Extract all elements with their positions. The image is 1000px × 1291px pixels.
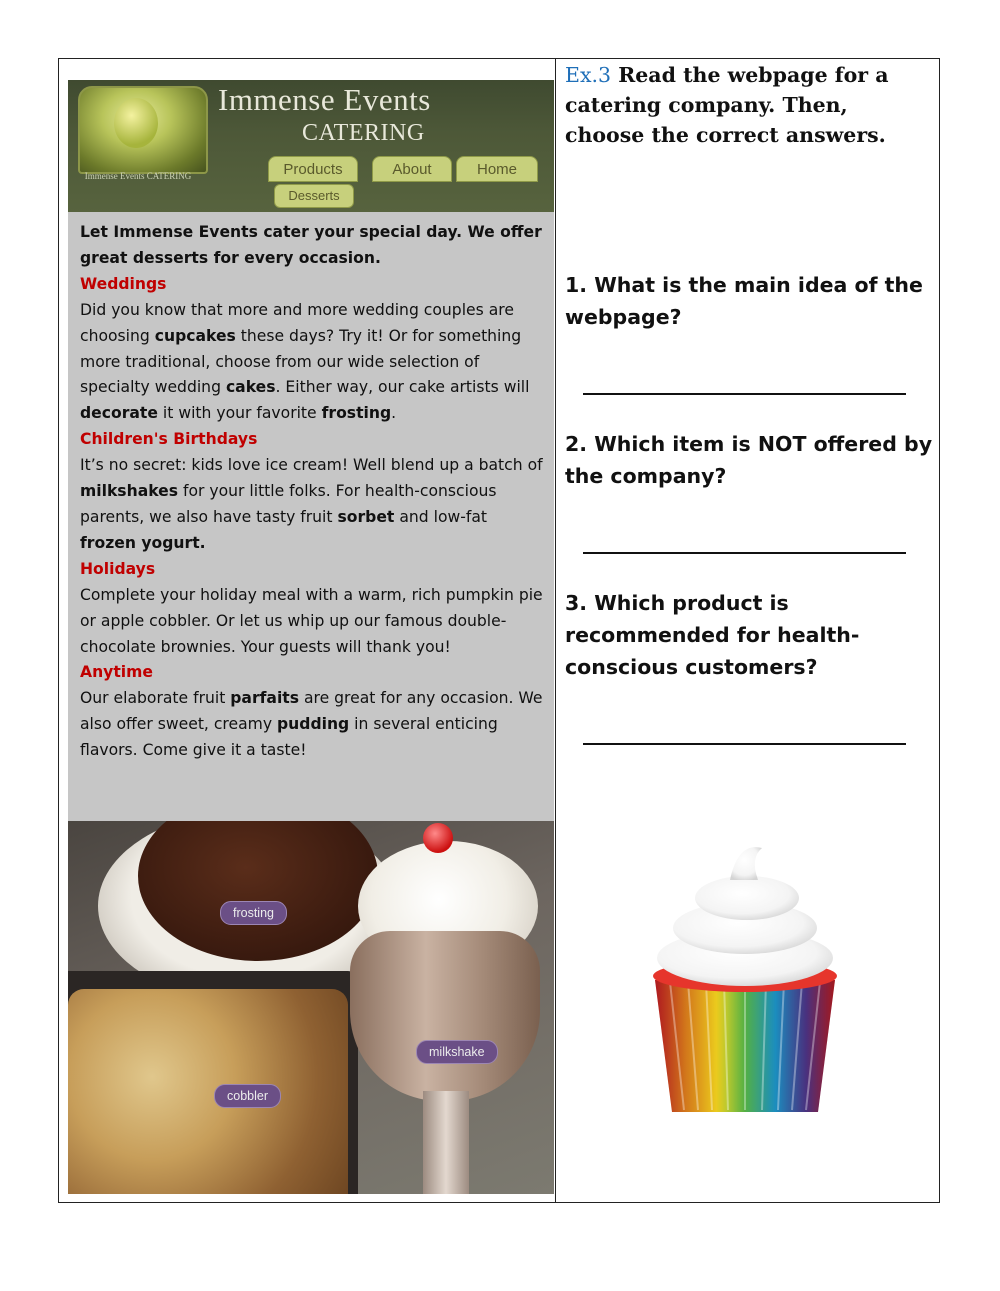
cobbler-shape (68, 989, 348, 1194)
answer-line-1[interactable] (583, 393, 906, 395)
milkshake-glass-shape (350, 931, 540, 1101)
keyword-milkshakes: milkshakes (80, 482, 179, 501)
holidays-text: Complete your holiday meal with a warm, rich pumpkin pie or apple cobbler. Or let us whip up our famous double-chocolate brownies. Your guests will thank you! (80, 585, 543, 656)
heading-holidays: Holidays (80, 559, 156, 578)
nav-tab-about[interactable]: About (372, 156, 452, 182)
rainbow-cupcake-image (650, 840, 840, 1120)
desserts-photo (68, 821, 554, 1194)
text-run: for your little folks. For health-conscious parents, we also have tasty fruit (80, 482, 497, 526)
heading-anytime: Anytime (80, 663, 153, 682)
keyword-pudding: pudding (277, 715, 350, 734)
keyword-cakes: cakes (225, 378, 276, 397)
text-run: . (391, 404, 397, 423)
keyword-frozen-yogurt: frozen yogurt. (80, 533, 206, 552)
anytime-text (80, 686, 544, 764)
logo-caption: Immense Events CATERING (84, 171, 192, 181)
label-frosting: frosting (220, 901, 287, 925)
weddings-text (80, 298, 544, 428)
brand-name: Immense Events (218, 82, 431, 117)
logo-image (78, 86, 208, 174)
column-divider (555, 58, 556, 1203)
frosting-upper (695, 876, 799, 920)
text-run: these days? Try it! Or for something more traditional, choose from our wide selection of specialty wedding (80, 326, 522, 397)
text-run: and low-fat (394, 507, 488, 526)
intro-text: Let Immense Events cater your special day. We offer great desserts for every occasion. (80, 223, 542, 267)
keyword-sorbet: sorbet (337, 507, 395, 526)
brand-subtitle: CATERING (302, 120, 425, 146)
nav-tab-products[interactable]: Products (268, 156, 358, 182)
heading-childrens-birthdays: Children's Birthdays (80, 430, 258, 449)
nav-subtab-desserts[interactable]: Desserts (274, 184, 354, 208)
text-run: Did you know that more and more wedding couples are choosing (80, 300, 514, 345)
keyword-decorate: decorate (80, 404, 158, 423)
text-run: It’s no secret: kids love ice cream! Well blend up a batch of (80, 456, 543, 475)
keyword-frosting: frosting (321, 404, 392, 423)
frosting-tip (730, 847, 762, 880)
question-1: 1. What is the main idea of the webpage? (565, 273, 923, 329)
answer-line-2[interactable] (583, 552, 906, 554)
text-run: it with your favorite (157, 404, 322, 423)
webpage-content (80, 220, 544, 764)
question-3: 3. Which product is recommended for health-conscious customers? (565, 591, 860, 679)
answer-line-3[interactable] (583, 743, 906, 745)
keyword-cupcakes: cupcakes (154, 326, 236, 345)
cherry-shape (423, 823, 453, 853)
label-cobbler: cobbler (214, 1084, 281, 1108)
text-run: are great for any occasion. We also offer sweet, creamy (80, 689, 543, 734)
site-header (68, 80, 554, 212)
logo-fruit-icon (114, 98, 158, 148)
text-run: in several enticing flavors. Come give it a taste! (80, 715, 498, 760)
catering-webpage (68, 80, 554, 1194)
keyword-parfaits: parfaits (230, 689, 300, 708)
text-run: Our elaborate fruit (80, 689, 231, 708)
label-milkshake: milkshake (416, 1040, 498, 1064)
exercise-title (565, 60, 930, 150)
exercise-number: Ex.3 (565, 63, 612, 87)
nav-tab-home[interactable]: Home (456, 156, 538, 182)
birthdays-text (80, 453, 544, 557)
question-2: 2. Which item is NOT offered by the company? (565, 432, 933, 488)
heading-weddings: Weddings (80, 274, 167, 293)
exercise-instruction: Read the webpage for a catering company. Then, choose the correct answers. (565, 63, 889, 147)
text-run: . Either way, our cake artists will (275, 378, 530, 397)
glass-stem-shape (423, 1091, 469, 1194)
